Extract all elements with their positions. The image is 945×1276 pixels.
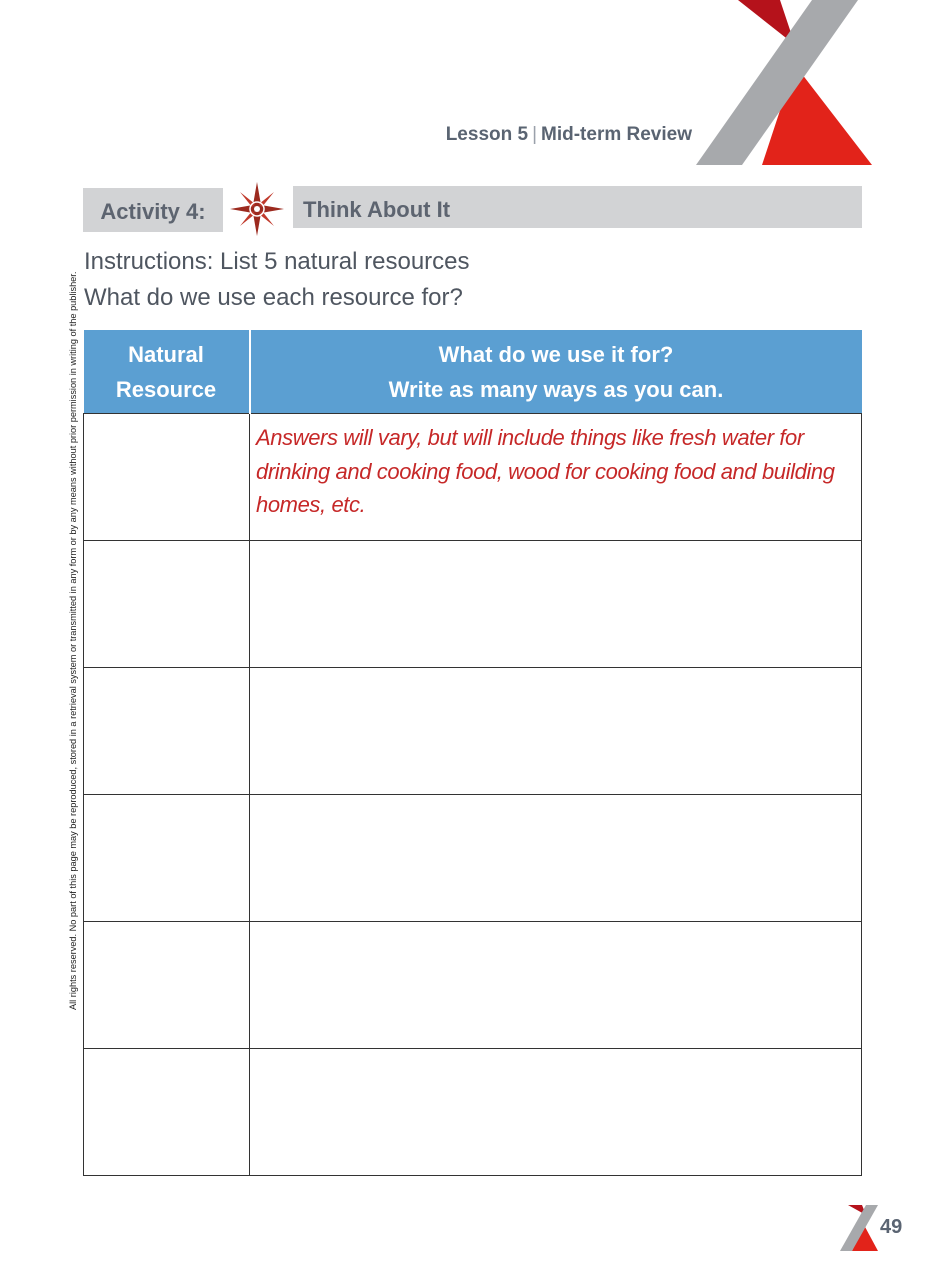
resource-cell[interactable] (84, 668, 250, 795)
lesson-number: Lesson 5 (445, 124, 529, 145)
table-header-row (84, 330, 862, 414)
copyright-notice: All rights reserved. No part of this page may be reproduced, stored in a retrieval system or transmitted in any form or by any means without prior permission in writing of the publisher. (68, 271, 78, 1010)
header-natural-resource (84, 330, 250, 414)
section-title: Mid-term Review (541, 124, 692, 145)
resource-cell[interactable] (84, 795, 250, 922)
header-text: What do we use it for? (438, 341, 674, 367)
table-row (84, 1049, 862, 1176)
header-text: Natural (128, 341, 204, 367)
activity-label: Activity 4: (83, 188, 223, 232)
header-separator: | (532, 124, 538, 145)
table-row (84, 668, 862, 795)
activity-title: Think About It (293, 186, 862, 228)
table-row (84, 795, 862, 922)
lesson-header (446, 124, 692, 146)
uses-cell[interactable] (250, 414, 862, 541)
uses-cell[interactable] (250, 541, 862, 668)
instructions (84, 244, 470, 316)
sample-answer: Answers will vary, but will include things like fresh water for drinking and cooking food, wood for cooking food and building homes, etc. (256, 425, 835, 517)
table-row (84, 414, 862, 541)
header-text: Resource (115, 376, 217, 402)
uses-cell[interactable] (250, 1049, 862, 1176)
header-text: Write as many ways as you can. (388, 376, 724, 402)
table-row (84, 541, 862, 668)
resource-cell[interactable] (84, 414, 250, 541)
resource-cell[interactable] (84, 541, 250, 668)
header-uses (250, 330, 862, 414)
brand-logo-footer (838, 1205, 880, 1251)
brand-logo-corner (690, 0, 880, 170)
uses-cell[interactable] (250, 668, 862, 795)
page-number: 49 (880, 1216, 903, 1238)
instructions-line-1: Instructions: List 5 natural resources (84, 248, 470, 275)
resource-cell[interactable] (84, 922, 250, 1049)
resource-cell[interactable] (84, 1049, 250, 1176)
uses-cell[interactable] (250, 922, 862, 1049)
compass-icon (228, 180, 286, 238)
table-row (84, 922, 862, 1049)
instructions-line-2: What do we use each resource for? (84, 284, 463, 311)
resources-table (83, 330, 862, 1176)
uses-cell[interactable] (250, 795, 862, 922)
